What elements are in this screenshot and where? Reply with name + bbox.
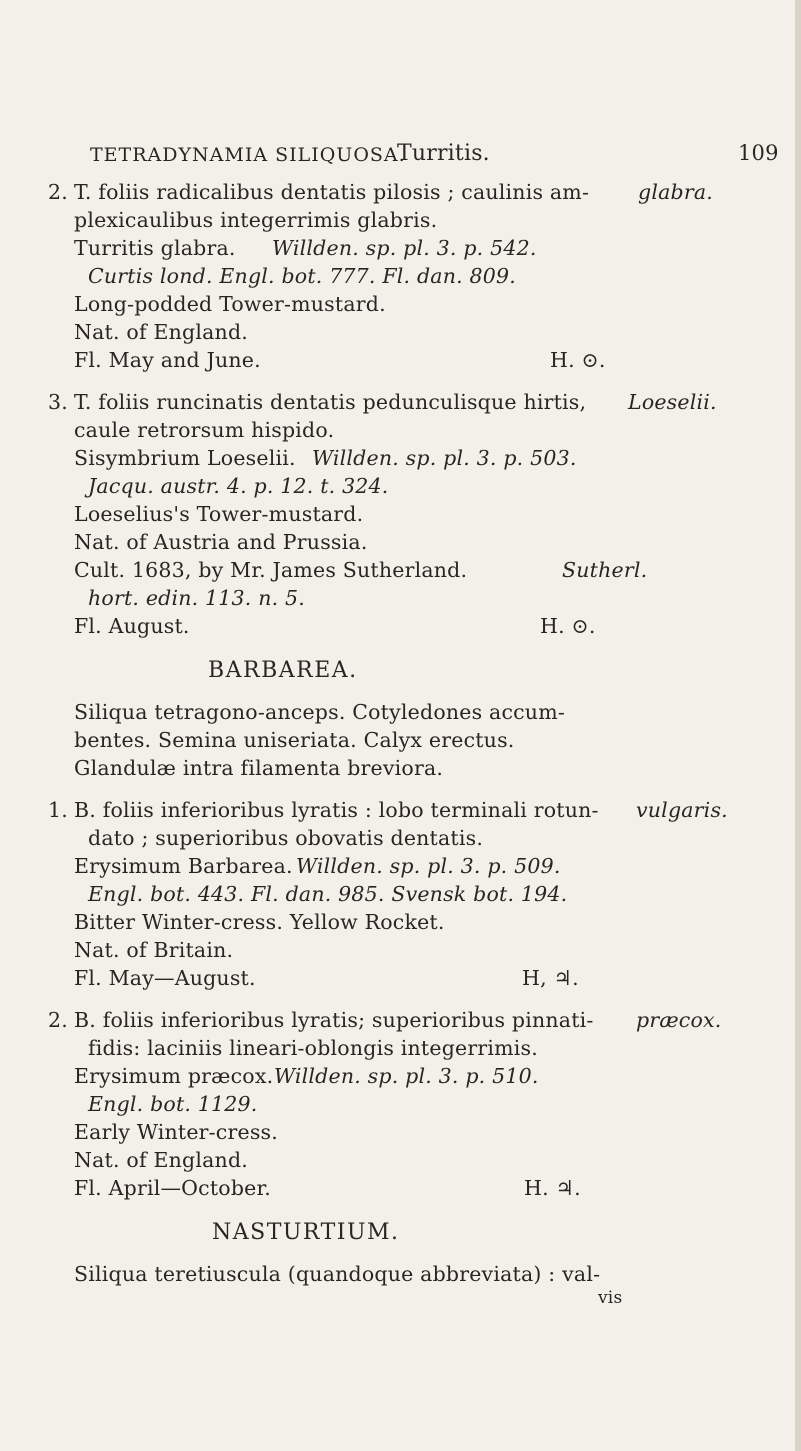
diagnosis-line: T. foliis radicalibus dentatis pilosis ; caulinis am- <box>74 180 590 204</box>
reference: Curtis lond. Engl. bot. 777. Fl. dan. 809. <box>88 264 516 288</box>
reference: hort. edin. 113. n. 5. <box>88 586 306 610</box>
flowering: Fl. April—October. <box>74 1176 271 1200</box>
page-number: 109 <box>738 141 779 165</box>
reference: Willden. sp. pl. 3. p. 542. <box>272 236 537 260</box>
genus-title: BARBAREA. <box>208 658 358 683</box>
habit: H. ♃. <box>524 1176 581 1200</box>
reference: Engl. bot. 443. Fl. dan. 985. Svensk bot. 194. <box>88 882 568 906</box>
habit: H. ⊙. <box>540 614 596 638</box>
entry-number: 3. <box>48 390 68 414</box>
flowering: Fl. August. <box>74 614 190 638</box>
common-name: Early Winter-cress. <box>74 1120 278 1144</box>
reference: Willden. sp. pl. 3. p. 510. <box>274 1064 539 1088</box>
entry-number: 1. <box>48 798 68 822</box>
synonym: Sisymbrium Loeselii. <box>74 446 296 470</box>
diagnosis-line: B. foliis inferioribus lyratis; superioribus pinnati- <box>74 1008 594 1032</box>
species-epithet: præcox. <box>636 1008 722 1032</box>
habit: H. ⊙. <box>550 348 606 372</box>
diagnosis-line: fidis: laciniis lineari-oblongis integerrimis. <box>88 1036 538 1060</box>
genus-character: Glandulæ intra filamenta breviora. <box>74 756 444 780</box>
running-genus: Turritis. <box>397 141 490 166</box>
synonym: Turritis glabra. <box>74 236 236 260</box>
diagnosis-line: T. foliis runcinatis dentatis pedunculisque hirtis, <box>74 390 587 414</box>
catchword: vis <box>598 1288 623 1308</box>
native-range: Nat. of England. <box>74 320 248 344</box>
diagnosis-line: plexicaulibus integerrimis glabris. <box>74 208 438 232</box>
native-range: Nat. of England. <box>74 1148 248 1172</box>
entry-number: 2. <box>48 1008 68 1032</box>
entry-number: 2. <box>48 180 68 204</box>
running-title: TETRADYNAMIA SILIQUOSA. <box>90 144 406 166</box>
diagnosis-line: caule retrorsum hispido. <box>74 418 335 442</box>
species-epithet: glabra. <box>638 180 713 204</box>
synonym: Erysimum præcox. <box>74 1064 274 1088</box>
reference: Engl. bot. 1129. <box>88 1092 258 1116</box>
genus-title: NASTURTIUM. <box>212 1220 400 1245</box>
synonym: Erysimum Barbarea. <box>74 854 293 878</box>
flowering: Fl. May—August. <box>74 966 256 990</box>
habit: H, ♃. <box>522 966 579 990</box>
species-epithet: vulgaris. <box>636 798 728 822</box>
genus-character: Siliqua tetragono-anceps. Cotyledones accum- <box>74 700 565 724</box>
common-name: Loeselius's Tower-mustard. <box>74 502 364 526</box>
species-epithet: Loeselii. <box>628 390 717 414</box>
reference: Jacqu. austr. 4. p. 12. t. 324. <box>88 474 389 498</box>
diagnosis-line: dato ; superioribus obovatis dentatis. <box>88 826 484 850</box>
reference: Willden. sp. pl. 3. p. 509. <box>296 854 561 878</box>
genus-character: Siliqua teretiuscula (quandoque abbreviata) : val- <box>74 1262 601 1286</box>
reference: Sutherl. <box>562 558 648 582</box>
common-name: Long-podded Tower-mustard. <box>74 292 386 316</box>
reference: Willden. sp. pl. 3. p. 503. <box>312 446 577 470</box>
page-edge-shadow <box>795 0 801 1451</box>
cultivation: Cult. 1683, by Mr. James Sutherland. <box>74 558 468 582</box>
genus-character: bentes. Semina uniseriata. Calyx erectus. <box>74 728 515 752</box>
native-range: Nat. of Austria and Prussia. <box>74 530 368 554</box>
flowering: Fl. May and June. <box>74 348 261 372</box>
common-name: Bitter Winter-cress. Yellow Rocket. <box>74 910 445 934</box>
diagnosis-line: B. foliis inferioribus lyratis : lobo terminali rotun- <box>74 798 599 822</box>
native-range: Nat. of Britain. <box>74 938 234 962</box>
